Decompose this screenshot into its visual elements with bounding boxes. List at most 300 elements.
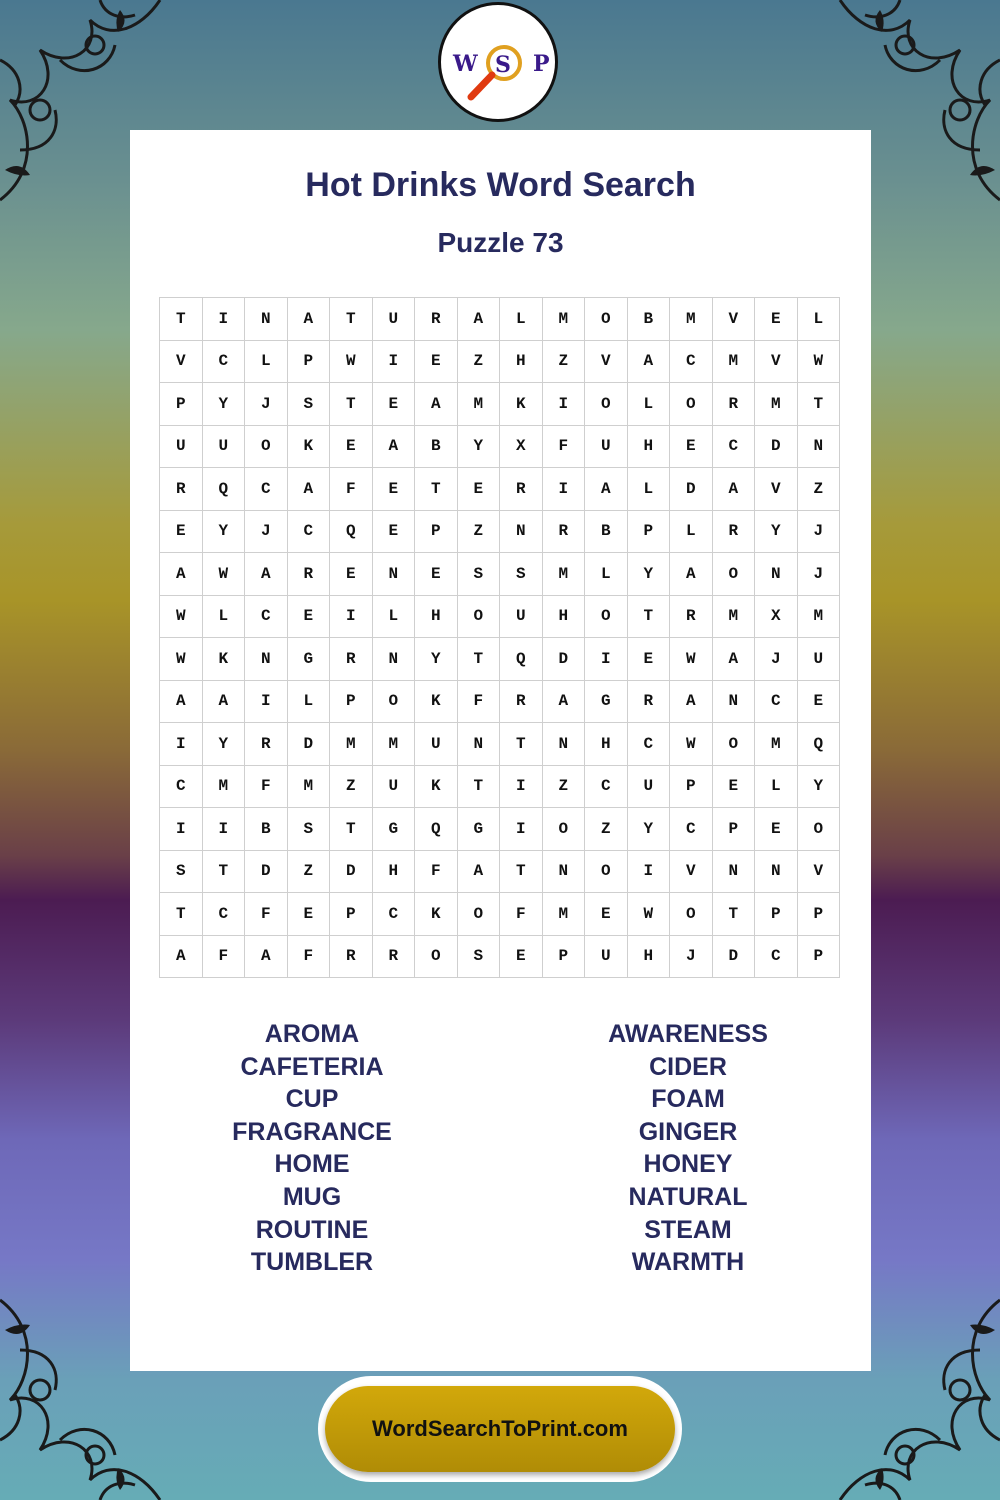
- word-list-item: GINGER: [638, 1117, 738, 1146]
- puzzle-number: Puzzle 73: [437, 227, 564, 258]
- grid-cell[interactable]: R: [415, 298, 458, 341]
- grid-cell[interactable]: W: [160, 595, 203, 638]
- grid-cell[interactable]: W: [670, 638, 713, 681]
- word-list-item: TUMBLER: [250, 1248, 374, 1277]
- grid-cell[interactable]: R: [500, 680, 543, 723]
- grid-cell[interactable]: A: [542, 680, 585, 723]
- grid-cell[interactable]: A: [670, 680, 713, 723]
- grid-cell[interactable]: A: [415, 383, 458, 426]
- grid-cell[interactable]: J: [797, 510, 840, 553]
- grid-cell[interactable]: K: [287, 425, 330, 468]
- grid-cell[interactable]: E: [330, 553, 373, 596]
- grid-cell[interactable]: S: [457, 553, 500, 596]
- word-list-item: HONEY: [643, 1150, 733, 1179]
- grid-cell[interactable]: C: [287, 510, 330, 553]
- grid-row: [160, 765, 840, 808]
- grid-cell[interactable]: R: [670, 595, 713, 638]
- site-link[interactable]: WordSearchToPrint.com: [325, 1386, 675, 1472]
- grid-cell[interactable]: W: [627, 893, 670, 936]
- grid-cell[interactable]: E: [287, 893, 330, 936]
- grid-cell[interactable]: S: [500, 553, 543, 596]
- grid-cell[interactable]: I: [627, 850, 670, 893]
- grid-cell[interactable]: R: [712, 510, 755, 553]
- grid-cell[interactable]: D: [712, 935, 755, 978]
- grid-cell[interactable]: T: [160, 298, 203, 341]
- grid-cell[interactable]: R: [372, 935, 415, 978]
- grid-cell[interactable]: M: [797, 595, 840, 638]
- grid-cell[interactable]: S: [457, 935, 500, 978]
- grid-cell[interactable]: F: [457, 680, 500, 723]
- grid-cell[interactable]: K: [202, 638, 245, 681]
- grid-cell[interactable]: Z: [797, 468, 840, 511]
- grid-cell[interactable]: N: [372, 553, 415, 596]
- grid-cell[interactable]: U: [202, 425, 245, 468]
- grid-cell[interactable]: Z: [542, 765, 585, 808]
- grid-cell[interactable]: M: [372, 723, 415, 766]
- grid-cell[interactable]: N: [755, 850, 798, 893]
- grid-cell[interactable]: I: [542, 468, 585, 511]
- grid-row: [160, 723, 840, 766]
- grid-cell[interactable]: C: [755, 680, 798, 723]
- grid-cell[interactable]: L: [755, 765, 798, 808]
- grid-cell[interactable]: J: [755, 638, 798, 681]
- grid-cell[interactable]: W: [330, 340, 373, 383]
- grid-cell[interactable]: O: [457, 893, 500, 936]
- grid-cell[interactable]: A: [712, 638, 755, 681]
- word-list-item: NATURAL: [628, 1182, 748, 1211]
- word-list-item: HOME: [274, 1150, 350, 1179]
- grid-cell[interactable]: Y: [415, 638, 458, 681]
- grid-cell[interactable]: I: [372, 340, 415, 383]
- grid-cell[interactable]: T: [627, 595, 670, 638]
- grid-cell[interactable]: E: [627, 638, 670, 681]
- grid-cell[interactable]: X: [500, 425, 543, 468]
- grid-row: [160, 468, 840, 511]
- grid-cell[interactable]: Y: [202, 723, 245, 766]
- grid-cell[interactable]: J: [245, 510, 288, 553]
- grid-cell[interactable]: P: [712, 808, 755, 851]
- grid-cell[interactable]: U: [797, 638, 840, 681]
- grid-cell[interactable]: S: [287, 808, 330, 851]
- grid-cell[interactable]: R: [542, 510, 585, 553]
- grid-cell[interactable]: T: [330, 383, 373, 426]
- grid-cell[interactable]: F: [202, 935, 245, 978]
- grid-cell[interactable]: N: [712, 680, 755, 723]
- grid-cell[interactable]: P: [330, 893, 373, 936]
- grid-cell[interactable]: G: [372, 808, 415, 851]
- grid-cell[interactable]: Z: [330, 765, 373, 808]
- word-list-item: CIDER: [649, 1052, 727, 1081]
- grid-cell[interactable]: C: [627, 723, 670, 766]
- grid-cell[interactable]: B: [245, 808, 288, 851]
- grid-cell[interactable]: N: [372, 638, 415, 681]
- grid-row: [160, 808, 840, 851]
- grid-cell[interactable]: A: [202, 680, 245, 723]
- grid-cell[interactable]: N: [797, 425, 840, 468]
- logo-letter-p: P: [533, 51, 550, 77]
- grid-cell[interactable]: E: [415, 340, 458, 383]
- grid-cell[interactable]: S: [287, 383, 330, 426]
- grid-cell[interactable]: I: [500, 808, 543, 851]
- grid-cell[interactable]: R: [160, 468, 203, 511]
- grid-cell[interactable]: M: [755, 383, 798, 426]
- grid-cell[interactable]: R: [330, 638, 373, 681]
- grid-row: [160, 595, 840, 638]
- grid-cell[interactable]: W: [202, 553, 245, 596]
- grid-cell[interactable]: M: [457, 383, 500, 426]
- grid-cell[interactable]: P: [160, 383, 203, 426]
- word-list-item: AWARENESS: [608, 1020, 768, 1048]
- grid-cell[interactable]: U: [415, 723, 458, 766]
- grid-cell[interactable]: I: [330, 595, 373, 638]
- grid-cell[interactable]: P: [542, 935, 585, 978]
- grid-cell[interactable]: Z: [457, 340, 500, 383]
- grid-cell[interactable]: P: [627, 510, 670, 553]
- grid-cell[interactable]: M: [542, 553, 585, 596]
- grid-cell[interactable]: I: [202, 808, 245, 851]
- grid-cell[interactable]: N: [542, 723, 585, 766]
- grid-cell[interactable]: M: [712, 340, 755, 383]
- grid-cell[interactable]: G: [457, 808, 500, 851]
- grid-cell[interactable]: A: [372, 425, 415, 468]
- grid-cell[interactable]: M: [712, 595, 755, 638]
- grid-cell[interactable]: O: [712, 553, 755, 596]
- grid-cell[interactable]: L: [372, 595, 415, 638]
- grid-row: [160, 893, 840, 936]
- footer-banner: [318, 1376, 682, 1482]
- grid-cell[interactable]: U: [585, 935, 628, 978]
- grid-cell[interactable]: R: [500, 468, 543, 511]
- grid-cell[interactable]: U: [627, 765, 670, 808]
- grid-cell[interactable]: T: [457, 638, 500, 681]
- grid-cell[interactable]: M: [755, 723, 798, 766]
- grid-cell[interactable]: I: [202, 298, 245, 341]
- grid-row: [160, 638, 840, 681]
- grid-cell[interactable]: H: [585, 723, 628, 766]
- grid-cell[interactable]: F: [500, 893, 543, 936]
- grid-cell[interactable]: Q: [797, 723, 840, 766]
- grid-cell[interactable]: I: [160, 808, 203, 851]
- grid-cell[interactable]: F: [542, 425, 585, 468]
- grid-cell[interactable]: P: [670, 765, 713, 808]
- grid-cell[interactable]: M: [202, 765, 245, 808]
- grid-cell[interactable]: A: [627, 340, 670, 383]
- grid-cell[interactable]: E: [755, 808, 798, 851]
- grid-cell[interactable]: P: [755, 893, 798, 936]
- grid-cell[interactable]: D: [670, 468, 713, 511]
- grid-cell[interactable]: O: [797, 808, 840, 851]
- grid-cell[interactable]: E: [797, 680, 840, 723]
- grid-cell[interactable]: N: [755, 553, 798, 596]
- logo-letter-w: W: [453, 51, 478, 77]
- grid-cell[interactable]: O: [585, 383, 628, 426]
- grid-cell[interactable]: Y: [755, 510, 798, 553]
- grid-cell[interactable]: V: [585, 340, 628, 383]
- grid-cell[interactable]: T: [202, 850, 245, 893]
- grid-cell[interactable]: R: [627, 680, 670, 723]
- grid-cell[interactable]: A: [457, 298, 500, 341]
- grid-cell[interactable]: H: [627, 425, 670, 468]
- grid-cell[interactable]: T: [415, 468, 458, 511]
- grid-cell[interactable]: T: [500, 723, 543, 766]
- grid-cell[interactable]: M: [542, 298, 585, 341]
- word-list-right: [538, 1018, 838, 1279]
- grid-cell[interactable]: D: [245, 850, 288, 893]
- grid-row: [160, 298, 840, 341]
- grid-cell[interactable]: B: [585, 510, 628, 553]
- grid-cell[interactable]: Q: [415, 808, 458, 851]
- grid-cell[interactable]: O: [245, 425, 288, 468]
- grid-cell[interactable]: E: [372, 510, 415, 553]
- grid-cell[interactable]: T: [500, 850, 543, 893]
- grid-cell[interactable]: L: [797, 298, 840, 341]
- grid-cell[interactable]: P: [797, 893, 840, 936]
- grid-cell[interactable]: I: [542, 383, 585, 426]
- grid-cell[interactable]: M: [670, 298, 713, 341]
- grid-cell[interactable]: P: [287, 340, 330, 383]
- grid-cell[interactable]: A: [457, 850, 500, 893]
- grid-cell[interactable]: R: [330, 935, 373, 978]
- grid-cell[interactable]: H: [542, 595, 585, 638]
- grid-cell[interactable]: V: [160, 340, 203, 383]
- word-list-item: STEAM: [644, 1215, 732, 1244]
- grid-cell[interactable]: G: [585, 680, 628, 723]
- grid-cell[interactable]: E: [330, 425, 373, 468]
- puzzle-sheet: [130, 130, 871, 1371]
- grid-row: [160, 510, 840, 553]
- grid-cell[interactable]: X: [755, 595, 798, 638]
- grid-cell[interactable]: E: [670, 425, 713, 468]
- grid-cell[interactable]: P: [415, 510, 458, 553]
- grid-cell[interactable]: T: [457, 765, 500, 808]
- grid-row: [160, 935, 840, 978]
- grid-cell[interactable]: Z: [542, 340, 585, 383]
- grid-cell[interactable]: O: [542, 808, 585, 851]
- grid-cell[interactable]: E: [372, 468, 415, 511]
- grid-cell[interactable]: O: [372, 680, 415, 723]
- grid-cell[interactable]: C: [160, 765, 203, 808]
- word-list-item: WARMTH: [631, 1248, 745, 1277]
- grid-cell[interactable]: I: [160, 723, 203, 766]
- grid-cell[interactable]: A: [585, 468, 628, 511]
- grid-cell[interactable]: J: [670, 935, 713, 978]
- grid-cell[interactable]: D: [542, 638, 585, 681]
- grid-cell[interactable]: C: [372, 893, 415, 936]
- word-list-item: FRAGRANCE: [232, 1117, 392, 1146]
- grid-cell[interactable]: N: [500, 510, 543, 553]
- grid-cell[interactable]: W: [797, 340, 840, 383]
- grid-cell[interactable]: L: [500, 298, 543, 341]
- grid-cell[interactable]: U: [160, 425, 203, 468]
- grid-cell[interactable]: L: [245, 340, 288, 383]
- grid-cell[interactable]: J: [245, 383, 288, 426]
- grid-cell[interactable]: V: [712, 298, 755, 341]
- word-list-item: MUG: [282, 1182, 342, 1211]
- grid-cell[interactable]: U: [585, 425, 628, 468]
- letter-grid: [159, 297, 840, 978]
- grid-cell[interactable]: E: [500, 935, 543, 978]
- grid-cell[interactable]: C: [202, 340, 245, 383]
- grid-cell[interactable]: L: [627, 383, 670, 426]
- grid-cell[interactable]: M: [287, 765, 330, 808]
- grid-cell[interactable]: G: [287, 638, 330, 681]
- grid-cell[interactable]: F: [245, 765, 288, 808]
- grid-cell[interactable]: C: [712, 425, 755, 468]
- grid-cell[interactable]: I: [500, 765, 543, 808]
- grid-cell[interactable]: S: [160, 850, 203, 893]
- grid-cell[interactable]: C: [755, 935, 798, 978]
- grid-cell[interactable]: A: [287, 468, 330, 511]
- grid-cell[interactable]: I: [245, 680, 288, 723]
- grid-cell[interactable]: R: [712, 383, 755, 426]
- grid-cell[interactable]: T: [330, 298, 373, 341]
- grid-cell[interactable]: B: [415, 425, 458, 468]
- grid-cell[interactable]: U: [372, 765, 415, 808]
- grid-cell[interactable]: C: [202, 893, 245, 936]
- grid-cell[interactable]: Y: [202, 510, 245, 553]
- grid-cell[interactable]: O: [585, 850, 628, 893]
- grid-cell[interactable]: W: [670, 723, 713, 766]
- grid-cell[interactable]: K: [415, 680, 458, 723]
- grid-cell[interactable]: J: [797, 553, 840, 596]
- grid-cell[interactable]: D: [330, 850, 373, 893]
- grid-cell[interactable]: A: [670, 553, 713, 596]
- grid-cell[interactable]: O: [670, 383, 713, 426]
- grid-cell[interactable]: L: [670, 510, 713, 553]
- word-list-item: CAFETERIA: [240, 1052, 384, 1081]
- grid-cell[interactable]: P: [797, 935, 840, 978]
- grid-cell[interactable]: A: [712, 468, 755, 511]
- grid-cell[interactable]: C: [245, 468, 288, 511]
- grid-cell[interactable]: Q: [330, 510, 373, 553]
- grid-cell[interactable]: M: [330, 723, 373, 766]
- grid-cell[interactable]: N: [245, 298, 288, 341]
- grid-cell[interactable]: R: [287, 553, 330, 596]
- grid-cell[interactable]: E: [287, 595, 330, 638]
- grid-cell[interactable]: N: [712, 850, 755, 893]
- grid-cell[interactable]: D: [755, 425, 798, 468]
- grid-cell[interactable]: W: [160, 638, 203, 681]
- grid-cell[interactable]: A: [245, 935, 288, 978]
- word-list-item: AROMA: [264, 1020, 360, 1048]
- grid-cell[interactable]: A: [245, 553, 288, 596]
- logo-letter-s: S: [495, 52, 511, 78]
- grid-cell[interactable]: K: [415, 893, 458, 936]
- grid-cell[interactable]: A: [160, 680, 203, 723]
- grid-cell[interactable]: E: [712, 765, 755, 808]
- grid-cell[interactable]: I: [585, 638, 628, 681]
- word-list-item: FOAM: [651, 1085, 725, 1114]
- grid-row: [160, 680, 840, 723]
- grid-cell[interactable]: Y: [202, 383, 245, 426]
- grid-cell[interactable]: N: [457, 723, 500, 766]
- grid-cell[interactable]: N: [245, 638, 288, 681]
- grid-cell[interactable]: O: [585, 298, 628, 341]
- grid-cell[interactable]: U: [372, 298, 415, 341]
- grid-cell[interactable]: Z: [457, 510, 500, 553]
- grid-cell[interactable]: T: [160, 893, 203, 936]
- grid-cell[interactable]: V: [797, 850, 840, 893]
- grid-cell[interactable]: N: [542, 850, 585, 893]
- grid-cell[interactable]: Q: [500, 638, 543, 681]
- grid-row: [160, 425, 840, 468]
- word-list-item: CUP: [285, 1085, 339, 1114]
- grid-cell[interactable]: A: [160, 935, 203, 978]
- grid-cell[interactable]: V: [670, 850, 713, 893]
- grid-cell[interactable]: F: [415, 850, 458, 893]
- grid-cell[interactable]: Z: [287, 850, 330, 893]
- grid-cell[interactable]: R: [245, 723, 288, 766]
- grid-cell[interactable]: A: [160, 553, 203, 596]
- grid-cell[interactable]: C: [670, 340, 713, 383]
- grid-cell[interactable]: E: [372, 383, 415, 426]
- grid-row: [160, 383, 840, 426]
- grid-cell[interactable]: Z: [585, 808, 628, 851]
- grid-cell[interactable]: F: [287, 935, 330, 978]
- grid-cell[interactable]: P: [330, 680, 373, 723]
- grid-cell[interactable]: T: [797, 383, 840, 426]
- grid-cell[interactable]: K: [415, 765, 458, 808]
- grid-cell[interactable]: L: [585, 553, 628, 596]
- grid-row: [160, 340, 840, 383]
- grid-cell[interactable]: C: [670, 808, 713, 851]
- site-logo[interactable]: [438, 2, 558, 122]
- grid-row: [160, 553, 840, 596]
- grid-cell[interactable]: B: [627, 298, 670, 341]
- grid-cell[interactable]: F: [245, 893, 288, 936]
- grid-cell[interactable]: L: [202, 595, 245, 638]
- grid-cell[interactable]: L: [287, 680, 330, 723]
- grid-cell[interactable]: H: [415, 595, 458, 638]
- grid-cell[interactable]: O: [712, 723, 755, 766]
- grid-cell[interactable]: T: [330, 808, 373, 851]
- grid-cell[interactable]: M: [542, 893, 585, 936]
- grid-cell[interactable]: Y: [627, 553, 670, 596]
- grid-cell[interactable]: F: [330, 468, 373, 511]
- grid-cell[interactable]: O: [457, 595, 500, 638]
- grid-cell[interactable]: E: [415, 553, 458, 596]
- grid-cell[interactable]: O: [670, 893, 713, 936]
- grid-row: [160, 850, 840, 893]
- grid-cell[interactable]: H: [500, 340, 543, 383]
- grid-cell[interactable]: T: [712, 893, 755, 936]
- grid-cell[interactable]: V: [755, 468, 798, 511]
- grid-cell[interactable]: C: [585, 765, 628, 808]
- grid-cell[interactable]: A: [287, 298, 330, 341]
- grid-cell[interactable]: C: [245, 595, 288, 638]
- page-title: Hot Drinks Word Search: [305, 166, 696, 204]
- grid-cell[interactable]: Y: [797, 765, 840, 808]
- grid-cell[interactable]: E: [755, 298, 798, 341]
- grid-cell[interactable]: E: [585, 893, 628, 936]
- grid-cell[interactable]: H: [372, 850, 415, 893]
- grid-cell[interactable]: H: [627, 935, 670, 978]
- grid-cell[interactable]: U: [500, 595, 543, 638]
- grid-cell[interactable]: V: [755, 340, 798, 383]
- grid-cell[interactable]: O: [415, 935, 458, 978]
- grid-cell[interactable]: O: [585, 595, 628, 638]
- word-list-left: [162, 1018, 462, 1279]
- grid-cell[interactable]: D: [287, 723, 330, 766]
- grid-cell[interactable]: Y: [457, 425, 500, 468]
- grid-cell[interactable]: K: [500, 383, 543, 426]
- grid-cell[interactable]: E: [457, 468, 500, 511]
- grid-cell[interactable]: E: [160, 510, 203, 553]
- grid-cell[interactable]: L: [627, 468, 670, 511]
- word-list-item: ROUTINE: [255, 1215, 369, 1244]
- grid-cell[interactable]: Q: [202, 468, 245, 511]
- grid-cell[interactable]: Y: [627, 808, 670, 851]
